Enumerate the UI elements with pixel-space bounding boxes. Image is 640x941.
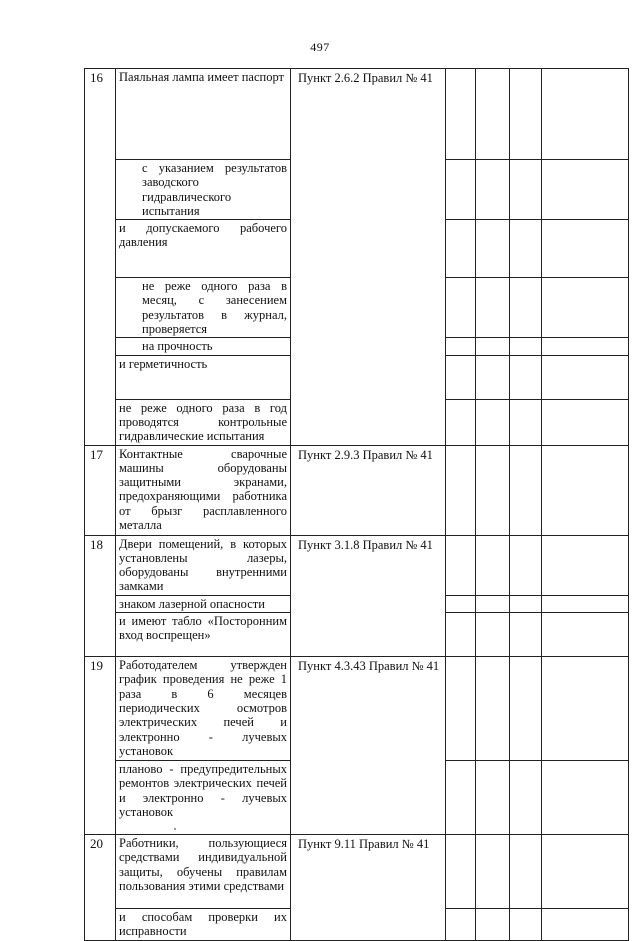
requirement-text: Контактные сварочные машины оборудованы защитными экранами, предохраняющими работника от брызг расплавленного металла [116, 445, 291, 535]
requirement-text: Двери помещений, в которых установлены лазеры, оборудованы внутренними замками [116, 535, 291, 595]
answer-cell [510, 445, 542, 535]
table-row [85, 535, 629, 595]
notes-cell [542, 355, 629, 399]
answer-cell [446, 535, 476, 595]
answer-cell [446, 657, 476, 761]
item-number: 19 [85, 657, 116, 835]
answer-cell [476, 909, 510, 941]
answer-cell [446, 278, 476, 338]
answer-cell [476, 160, 510, 220]
item-number: 18 [85, 535, 116, 656]
table-row [85, 835, 629, 909]
answer-cell [446, 69, 476, 160]
requirement-text: и герметичность [116, 355, 291, 399]
answer-cell [476, 595, 510, 612]
answer-cell [476, 338, 510, 355]
requirement-text: не реже одного раза в месяц, с занесением результатов в журнал, проверяется [116, 278, 291, 338]
answer-cell [510, 761, 542, 835]
answer-cell [510, 535, 542, 595]
requirement-text: знаком лазерной опасности [116, 595, 291, 612]
answer-cell [446, 595, 476, 612]
checklist-table [84, 68, 629, 941]
notes-cell [542, 445, 629, 535]
answer-cell [510, 278, 542, 338]
table-row [85, 657, 629, 761]
scan-speck [174, 828, 176, 830]
rule-reference: Пункт 9.11 Правил № 41 [291, 835, 446, 941]
answer-cell [476, 445, 510, 535]
notes-cell [542, 338, 629, 355]
requirement-text: и допускаемого рабочего давления [116, 220, 291, 278]
answer-cell [510, 160, 542, 220]
notes-cell [542, 613, 629, 657]
answer-cell [476, 657, 510, 761]
answer-cell [446, 909, 476, 941]
answer-cell [476, 355, 510, 399]
answer-cell [446, 835, 476, 909]
answer-cell [476, 835, 510, 909]
answer-cell [446, 613, 476, 657]
answer-cell [476, 220, 510, 278]
answer-cell [510, 595, 542, 612]
answer-cell [510, 69, 542, 160]
requirement-text: и имеют табло «Посторонним вход воспрещен» [116, 613, 291, 657]
answer-cell [510, 399, 542, 445]
answer-cell [510, 338, 542, 355]
requirement-text: Работодателем утвержден график проведения не реже 1 раза в 6 месяцев периодических осмотров электрических печей и электронно - лучевых установок [116, 657, 291, 761]
item-number: 17 [85, 445, 116, 535]
notes-cell [542, 220, 629, 278]
answer-cell [510, 835, 542, 909]
answer-cell [510, 613, 542, 657]
requirement-text: не реже одного раза в год проводятся контрольные гидравлические испытания [116, 399, 291, 445]
rule-reference: Пункт 2.6.2 Правил № 41 [291, 69, 446, 446]
notes-cell [542, 657, 629, 761]
requirement-text: и способам проверки их исправности [116, 909, 291, 941]
notes-cell [542, 399, 629, 445]
answer-cell [510, 657, 542, 761]
notes-cell [542, 909, 629, 941]
requirement-text: Паяльная лампа имеет паспорт [116, 69, 291, 160]
notes-cell [542, 595, 629, 612]
answer-cell [446, 338, 476, 355]
requirement-text: планово - предупредительных ремонтов электрических печей и электронно - лучевых установок [116, 761, 291, 835]
answer-cell [510, 355, 542, 399]
requirement-text: на прочность [116, 338, 291, 355]
answer-cell [476, 535, 510, 595]
answer-cell [476, 613, 510, 657]
item-number: 20 [85, 835, 116, 941]
rule-reference: Пункт 3.1.8 Правил № 41 [291, 535, 446, 656]
answer-cell [446, 220, 476, 278]
answer-cell [476, 69, 510, 160]
notes-cell [542, 278, 629, 338]
notes-cell [542, 535, 629, 595]
answer-cell [510, 909, 542, 941]
rule-reference: Пункт 4.3.43 Правил № 41 [291, 657, 446, 835]
table-row [85, 69, 629, 160]
answer-cell [446, 355, 476, 399]
answer-cell [476, 761, 510, 835]
page-number: 497 [310, 40, 330, 54]
notes-cell [542, 761, 629, 835]
table-row [85, 445, 629, 535]
item-number: 16 [85, 69, 116, 446]
rule-reference: Пункт 2.9.3 Правил № 41 [291, 445, 446, 535]
answer-cell [446, 445, 476, 535]
notes-cell [542, 835, 629, 909]
answer-cell [446, 160, 476, 220]
answer-cell [510, 220, 542, 278]
notes-cell [542, 69, 629, 160]
notes-cell [542, 160, 629, 220]
answer-cell [446, 761, 476, 835]
answer-cell [476, 278, 510, 338]
requirement-text: Работники, пользующиеся средствами индивидуальной защиты, обучены правилам пользования этими средствами [116, 835, 291, 909]
requirement-text: с указанием результатов заводского гидравлического испытания [116, 160, 291, 220]
answer-cell [446, 399, 476, 445]
answer-cell [476, 399, 510, 445]
